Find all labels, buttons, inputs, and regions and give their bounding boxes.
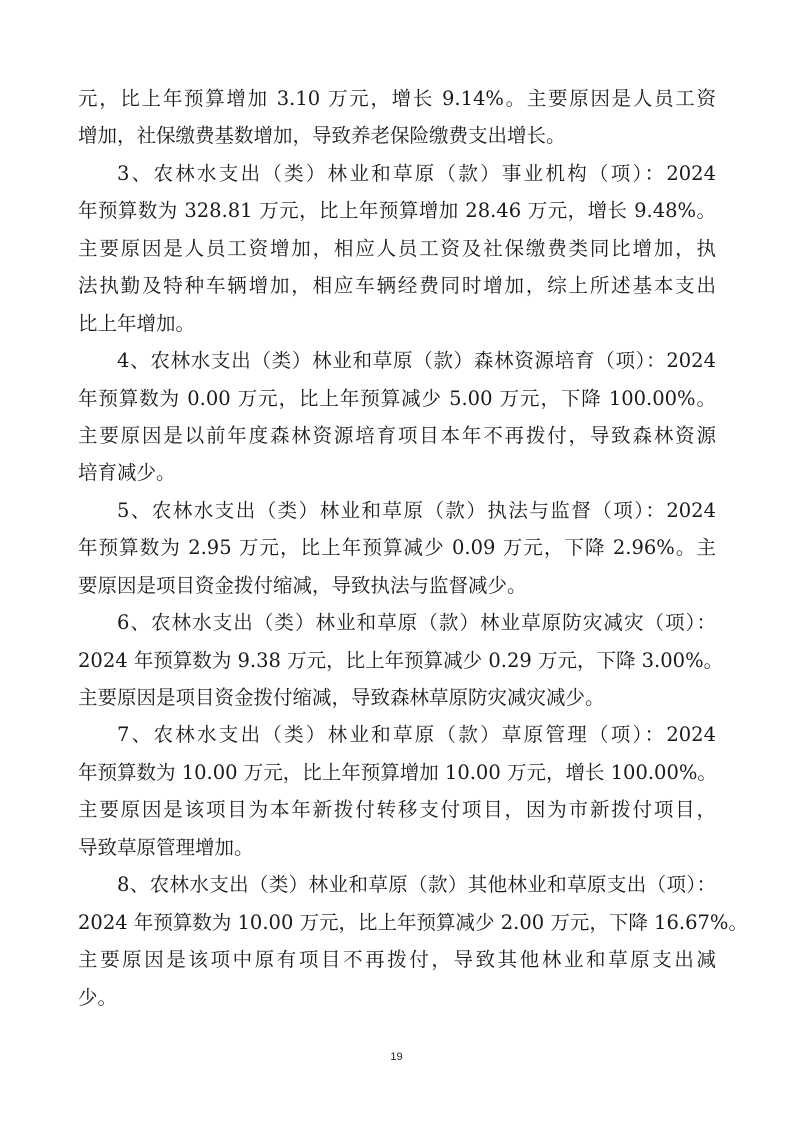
text-line: 法执勤及特种车辆增加，相应车辆经费同时增加，综上所述基本支出 bbox=[78, 274, 716, 298]
text-line: 主要原因是该项目为本年新拨付转移支付项目，因为市新拨付项目， bbox=[78, 798, 716, 822]
text-line: 要原因是项目资金拨付缩减，导致执法与监督减少。 bbox=[78, 573, 527, 597]
text-line: 增加，社保缴费基数增加，导致养老保险缴费支出增长。 bbox=[78, 124, 566, 148]
text-line: 年预算数为 328.81 万元，比上年预算增加 28.46 万元，增长 9.48%。 bbox=[78, 199, 716, 223]
text-line: 2024 年预算数为 10.00 万元，比上年预算减少 2.00 万元，下降 16.67%。 bbox=[78, 910, 748, 934]
document-body bbox=[78, 80, 748, 1016]
text-line: 年预算数为 10.00 万元，比上年预算增加 10.00 万元，增长 100.00%。 bbox=[78, 760, 717, 784]
paragraph-continued bbox=[78, 80, 716, 155]
text-line: 比上年增加。 bbox=[78, 311, 196, 335]
page-number: 19 bbox=[390, 1051, 403, 1063]
paragraph-item-8 bbox=[78, 866, 748, 1016]
text-line: 主要原因是该项中原有项目不再拨付，导致其他林业和草原支出减 bbox=[78, 948, 716, 972]
text-line: 年预算数为 2.95 万元，比上年预算减少 0.09 万元，下降 2.96%。主 bbox=[78, 536, 716, 560]
text-line: 5、农林水支出（类）林业和草原（款）执法与监督（项）：2024 bbox=[117, 498, 716, 522]
text-line: 少。 bbox=[78, 985, 118, 1009]
text-line: 3、农林水支出（类）林业和草原（款）事业机构（项）：2024 bbox=[117, 161, 716, 185]
text-line: 培育减少。 bbox=[78, 461, 176, 485]
text-line: 8、农林水支出（类）林业和草原（款）其他林业和草原支出（项）： bbox=[117, 873, 716, 897]
paragraph-item-4 bbox=[78, 342, 716, 492]
text-line: 主要原因是以前年度森林资源培育项目本年不再拨付，导致森林资源 bbox=[78, 423, 716, 447]
text-line: 7、农林水支出（类）林业和草原（款）草原管理（项）：2024 bbox=[117, 723, 716, 747]
text-line: 导致草原管理增加。 bbox=[78, 835, 254, 859]
text-line: 2024 年预算数为 9.38 万元，比上年预算减少 0.29 万元，下降 3.00%。 bbox=[78, 648, 724, 672]
text-line: 元，比上年预算增加 3.10 万元，增长 9.14%。主要原因是人员工资 bbox=[78, 87, 716, 110]
text-line: 主要原因是人员工资增加，相应人员工资及社保缴费类同比增加，执 bbox=[78, 236, 716, 260]
text-line: 主要原因是项目资金拨付缩减，导致森林草原防灾减灾减少。 bbox=[78, 686, 605, 709]
text-line: 4、农林水支出（类）林业和草原（款）森林资源培育（项）：2024 bbox=[117, 349, 716, 373]
paragraph-item-5 bbox=[78, 492, 716, 604]
text-line: 6、农林水支出（类）林业和草原（款）林业草原防灾减灾（项）： bbox=[117, 611, 716, 635]
text-line: 年预算数为 0.00 万元，比上年预算减少 5.00 万元，下降 100.00%。 bbox=[78, 386, 716, 410]
paragraph-item-3 bbox=[78, 155, 716, 342]
paragraph-item-6 bbox=[78, 604, 724, 716]
paragraph-item-7 bbox=[78, 716, 716, 866]
